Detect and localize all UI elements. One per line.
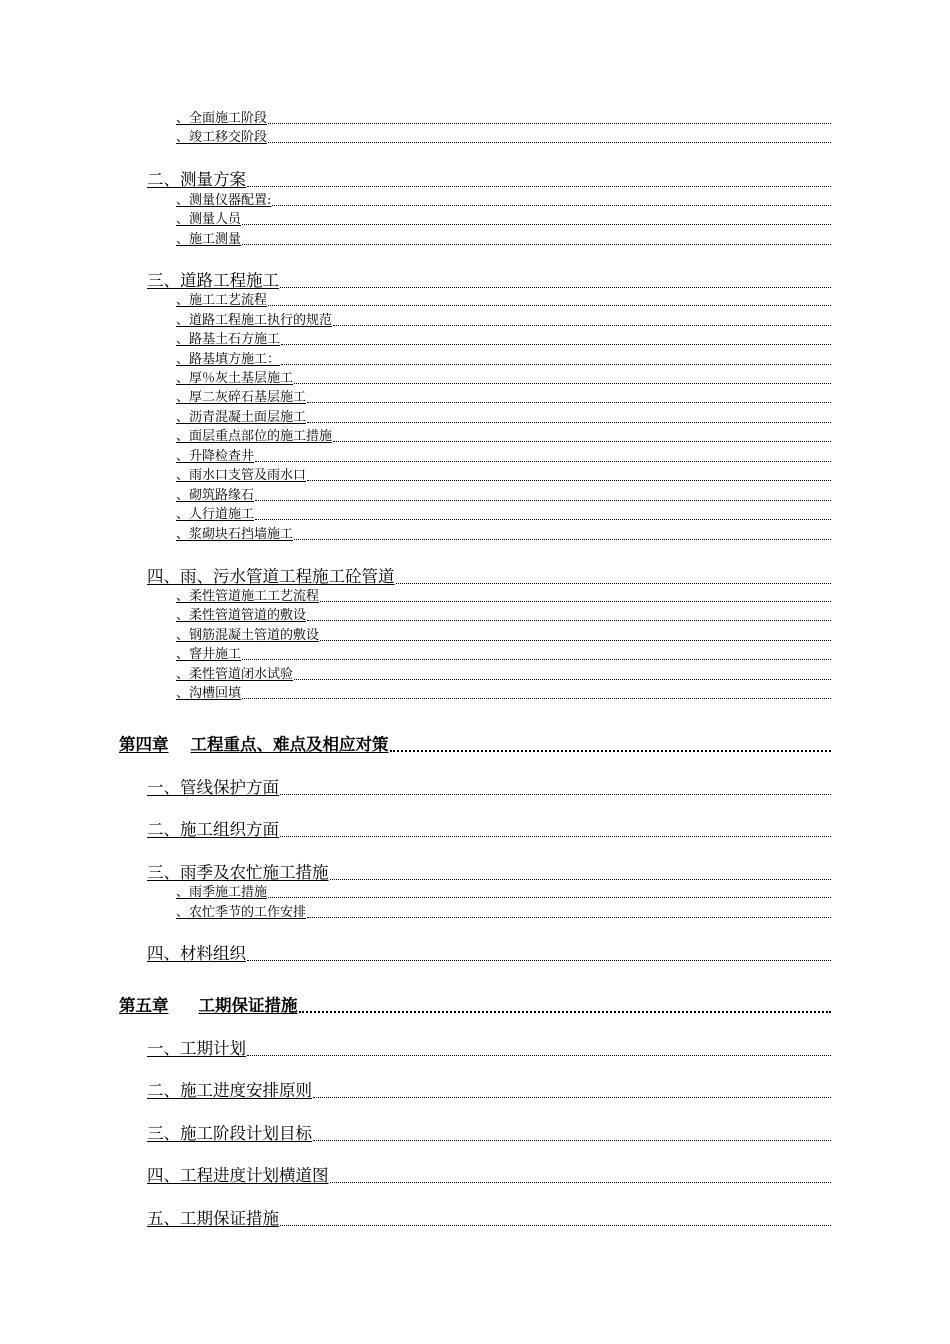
chapter-number: 第五章 [119, 996, 169, 1015]
toc-entry-label: 、施工测量 [176, 232, 242, 247]
toc-entry[interactable] [176, 628, 831, 644]
toc-section[interactable] [147, 1124, 831, 1144]
toc-entry[interactable] [176, 232, 831, 248]
toc-entry[interactable] [176, 667, 831, 683]
toc-entry-label: 、路基土石方施工 [176, 332, 281, 347]
dot-leader [255, 519, 831, 520]
dot-leader [247, 186, 831, 187]
toc-entry-label: 、全面施工阶段 [176, 111, 268, 126]
toc-section[interactable] [147, 863, 831, 883]
toc-entry[interactable] [176, 449, 831, 465]
toc-entry-label: 、测量仪器配置: [176, 193, 272, 208]
dot-leader [333, 441, 831, 442]
dot-leader [294, 679, 831, 680]
dot-leader [281, 344, 831, 345]
toc-entry[interactable] [176, 293, 831, 309]
toc-section[interactable] [147, 271, 831, 291]
toc-entry[interactable] [176, 507, 831, 523]
toc-chapter-5[interactable] [119, 996, 831, 1016]
dot-leader [268, 897, 831, 898]
dot-leader [242, 224, 831, 225]
dot-leader [268, 305, 831, 306]
toc-entry[interactable] [176, 468, 831, 484]
toc-entry[interactable] [176, 429, 831, 445]
dot-leader [390, 750, 832, 752]
toc-entry-label: 、柔性管道管道的敷设 [176, 608, 307, 623]
toc-entry[interactable] [176, 527, 831, 543]
toc-entry[interactable] [176, 390, 831, 406]
toc-entry-label: 、雨水口支管及雨水口 [176, 468, 307, 483]
toc-entry[interactable] [176, 885, 831, 901]
toc-entry[interactable] [176, 608, 831, 624]
dot-leader [294, 383, 831, 384]
toc-section[interactable] [147, 1039, 831, 1059]
toc-entry[interactable] [176, 352, 831, 368]
toc-entry-label: 、农忙季节的工作安排 [176, 905, 307, 920]
toc-section-label: 三、道路工程施工 [147, 271, 279, 290]
toc-section-label: 一、工期计划 [147, 1039, 246, 1058]
toc-entry-label: 、沟槽回填 [176, 686, 242, 701]
toc-entry-label: 、柔性管道闭水试验 [176, 667, 294, 682]
dot-leader [272, 205, 831, 206]
toc-section[interactable] [147, 1081, 831, 1101]
dot-leader [255, 500, 831, 501]
toc-entry[interactable] [176, 905, 831, 921]
toc-entry[interactable] [176, 332, 831, 348]
toc-section[interactable] [147, 1209, 831, 1229]
toc-entry-label: 、厚％灰土基层施工 [176, 371, 294, 386]
toc-entry[interactable] [176, 212, 831, 228]
dot-leader [247, 1055, 831, 1056]
toc-section-label: 三、雨季及农忙施工措施 [147, 863, 329, 882]
toc-section[interactable] [147, 567, 831, 587]
toc-section[interactable] [147, 1166, 831, 1186]
dot-leader [320, 640, 831, 641]
toc-entry[interactable] [176, 193, 831, 209]
dot-leader [330, 1182, 832, 1183]
chapter-title: 工程重点、难点及相应对策 [190, 735, 389, 754]
toc-section[interactable] [147, 170, 831, 190]
toc-section-label: 一、管线保护方面 [147, 778, 279, 797]
toc-section-label: 二、测量方案 [147, 170, 246, 189]
toc-entry[interactable] [176, 111, 831, 127]
toc-section-label: 四、工程进度计划横道图 [147, 1166, 329, 1185]
toc-entry[interactable] [176, 371, 831, 387]
toc-entry[interactable] [176, 488, 831, 504]
dot-leader [307, 422, 831, 423]
toc-chapter-label [119, 735, 389, 755]
dot-leader [280, 287, 831, 288]
toc-entry-label: 、窨井施工 [176, 647, 242, 662]
dot-leader [313, 1097, 831, 1098]
dot-leader [333, 325, 831, 326]
toc-entry-label: 、人行道施工 [176, 507, 255, 522]
toc-entry-label: 、沥青混凝土面层施工 [176, 410, 307, 425]
toc-entry[interactable] [176, 130, 831, 146]
dot-leader [307, 620, 831, 621]
dot-leader [242, 698, 831, 699]
dot-leader [320, 601, 831, 602]
toc-entry[interactable] [176, 647, 831, 663]
dot-leader [396, 583, 832, 584]
dot-leader [280, 836, 831, 837]
toc-entry-label: 、竣工移交阶段 [176, 130, 268, 145]
toc-section-label: 二、施工组织方面 [147, 820, 279, 839]
toc-entry[interactable] [176, 589, 831, 605]
chapter-title: 工期保证措施 [198, 996, 298, 1015]
toc-section-label: 二、施工进度安排原则 [147, 1081, 312, 1100]
toc-entry-label: 、雨季施工措施 [176, 885, 268, 900]
dot-leader [307, 402, 831, 403]
toc-entry-label: 、面层重点部位的施工措施 [176, 429, 333, 444]
dot-leader [299, 1011, 832, 1013]
chapter-number: 第四章 [119, 735, 169, 754]
dot-leader [330, 879, 832, 880]
dot-leader [242, 244, 831, 245]
dot-leader [294, 539, 831, 540]
dot-leader [280, 1225, 831, 1226]
toc-entry-label: 、厚二灰碎石基层施工 [176, 390, 307, 405]
toc-section[interactable] [147, 944, 831, 964]
toc-entry-label: 、施工工艺流程 [176, 293, 268, 308]
toc-entry-label: 、浆砌块石挡墙施工 [176, 527, 294, 542]
toc-entry-label: 、砌筑路缘石 [176, 488, 255, 503]
toc-entry-label: 、升降检查井 [176, 449, 255, 464]
toc-entry-label: 、路基填方施工： [176, 352, 281, 367]
dot-leader [242, 659, 831, 660]
toc-entry-label: 、钢筋混凝土管道的敷设 [176, 628, 320, 643]
toc-section-label: 四、雨、污水管道工程施工砼管道 [147, 567, 395, 586]
toc-entry-label: 、测量人员 [176, 212, 242, 227]
dot-leader [247, 960, 831, 961]
toc-entry-label: 、柔性管道施工工艺流程 [176, 589, 320, 604]
toc-entry[interactable] [176, 410, 831, 426]
toc-section-label: 三、施工阶段计划目标 [147, 1124, 312, 1143]
dot-leader [280, 794, 831, 795]
toc-entry[interactable] [176, 686, 831, 702]
toc-entry[interactable] [176, 313, 831, 329]
toc-section[interactable] [147, 820, 831, 840]
dot-leader [268, 142, 831, 143]
toc-chapter-4[interactable] [119, 735, 831, 755]
toc-section-label: 四、材料组织 [147, 944, 246, 963]
toc-chapter-label [119, 996, 298, 1016]
dot-leader [255, 461, 831, 462]
toc-section[interactable] [147, 778, 831, 798]
dot-leader [313, 1140, 831, 1141]
dot-leader [281, 364, 831, 365]
dot-leader [307, 917, 831, 918]
toc-section-label: 五、工期保证措施 [147, 1209, 279, 1228]
dot-leader [307, 480, 831, 481]
dot-leader [268, 123, 831, 124]
toc-entry-label: 、道路工程施工执行的规范 [176, 313, 333, 328]
